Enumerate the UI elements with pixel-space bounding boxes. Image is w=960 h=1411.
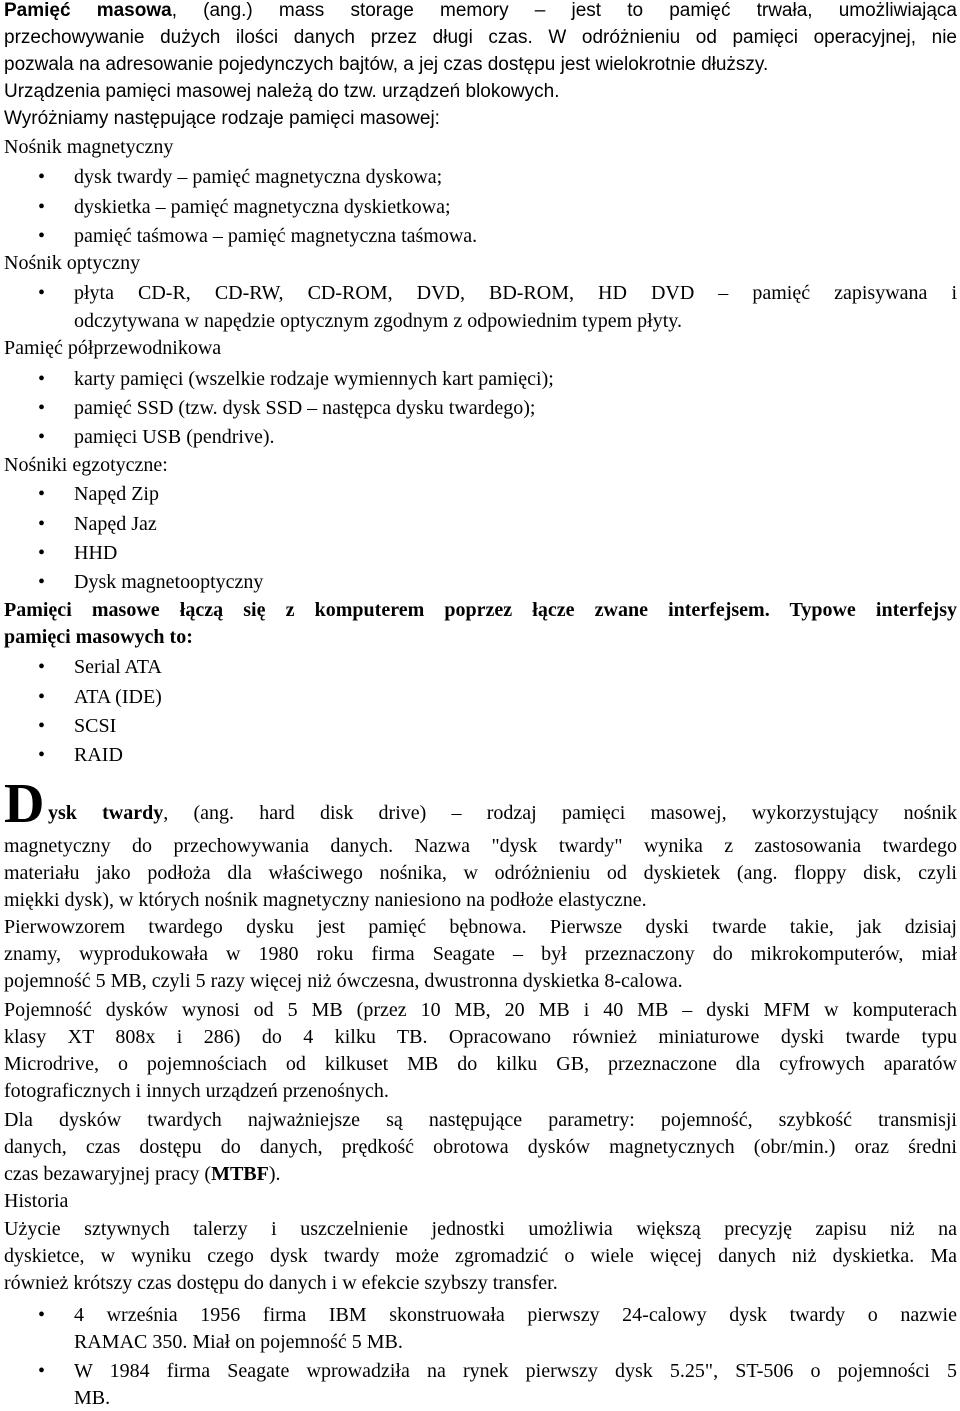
list-item: pamięć SSD (tzw. dysk SSD – następca dysku twardego); — [74, 397, 536, 419]
bullet: • — [38, 397, 46, 419]
bullet: • — [38, 571, 46, 593]
list-item: Serial ATA — [74, 656, 162, 678]
list-item: ATA (IDE) — [74, 686, 162, 708]
bullet: • — [38, 1304, 46, 1326]
list-item: Napęd Zip — [74, 483, 159, 505]
term-dysk-twardy: ysk twardy — [48, 802, 164, 824]
list-item: płyta CD-R, CD-RW, CD-ROM, DVD, BD-ROM, HD DVD – pamięć zapisywana i — [74, 282, 957, 304]
bullet: • — [38, 368, 46, 390]
list-item: RAID — [74, 744, 123, 766]
list-item: Napęd Jaz — [74, 513, 157, 535]
heading-optical: Nośnik optyczny — [4, 252, 141, 274]
bullet: • — [38, 225, 46, 247]
list-item-continued: MB. — [74, 1387, 111, 1409]
paragraph-line: pojemność 5 MB, czyli 5 razy więcej niż ówczesna, dwustronna dyskietka 8-calowa. — [4, 970, 683, 992]
list-item-continued: odczytywana w napędzie optycznym zgodnym z odpowiednim typem płyty. — [74, 310, 682, 332]
hdd-line-1: ysk twardy, (ang. hard disk drive) – rodzaj pamięci masowej, wykorzystujący nośnik — [48, 802, 957, 824]
list-item: dyskietka – pamięć magnetyczna dyskietkowa; — [74, 196, 451, 218]
paragraph-line: czas bezawaryjnej pracy (MTBF). — [4, 1163, 281, 1185]
bullet: • — [38, 166, 46, 188]
paragraph-line: fotograficznych i innych urządzeń przenośnych. — [4, 1080, 389, 1102]
paragraph-line: Pojemność dysków wynosi od 5 MB (przez 10 MB, 20 MB i 40 MB – dyski MFM w komputerach — [4, 999, 957, 1021]
term-mtbf: MTBF — [211, 1163, 269, 1185]
bullet: • — [38, 542, 46, 564]
heading-historia: Historia — [4, 1190, 69, 1212]
list-item: Dysk magnetooptyczny — [74, 571, 264, 593]
intro-line-2: przechowywanie dużych ilości danych przez długi czas. W odróżnieniu od pamięci operacyjnej, nie — [4, 27, 957, 48]
paragraph-line: miękki dysk), w których nośnik magnetyczny naniesiono na podłoże elastyczne. — [4, 889, 647, 911]
list-item: dysk twardy – pamięć magnetyczna dyskowa; — [74, 166, 443, 188]
bullet: • — [38, 656, 46, 678]
list-item-continued: RAMAC 350. Miał on pojemność 5 MB. — [74, 1331, 403, 1353]
intro-line-1: Pamięć masowa, (ang.) mass storage memory – jest to pamięć trwała, umożliwiająca — [4, 0, 957, 21]
paragraph-line: Microdrive, o pojemnościach od kilkuset MB do kilku GB, przeznaczone dla cyfrowych aparatów — [4, 1053, 957, 1075]
interfaces-line-1: Pamięci masowe łączą się z komputerem poprzez łącze zwane interfejsem. Typowe interfejsy — [4, 599, 957, 621]
paragraph-line: znamy, wyprodukowała w 1980 roku firma Seagate – był przeznaczony do mikrokomputerów, miał — [4, 943, 957, 965]
paragraph-line: danych, czas dostępu do danych, prędkość obrotowa dysków magnetycznych (obr/min.) oraz średni — [4, 1136, 957, 1158]
bullet: • — [38, 686, 46, 708]
paragraph-line: magnetyczny do przechowywania danych. Nazwa "dysk twardy" wynika z zastosowania twardego — [4, 835, 957, 857]
list-item: 4 września 1956 firma IBM skonstruowała pierwszy 24-calowy dysk twardy o nazwie — [74, 1304, 957, 1326]
paragraph-line: materiału jako podłoża dla właściwego nośnika, w odróżnieniu od dyskietek (ang. floppy disk, czyli — [4, 862, 957, 884]
bullet: • — [38, 196, 46, 218]
interfaces-line-2: pamięci masowych to: — [4, 626, 193, 648]
intro-line-4: Urządzenia pamięci masowej należą do tzw. urządzeń blokowych. — [4, 81, 560, 102]
drop-cap: D — [4, 773, 45, 835]
paragraph-line: dyskietce, w wyniku czego dysk twardy może zgromadzić o wiele więcej danych niż dyskietka. Ma — [4, 1245, 957, 1267]
heading-magnetic: Nośnik magnetyczny — [4, 136, 174, 158]
bullet: • — [38, 744, 46, 766]
bullet: • — [38, 513, 46, 535]
heading-exotic: Nośniki egzotyczne: — [4, 454, 168, 476]
bullet: • — [38, 715, 46, 737]
list-item: karty pamięci (wszelkie rodzaje wymiennych kart pamięci); — [74, 368, 554, 390]
intro-line-3: pozwala na adresowanie pojedynczych bajtów, a jej czas dostępu jest wielokrotnie dłuższy. — [4, 54, 769, 75]
bullet: • — [38, 282, 46, 304]
list-item: SCSI — [74, 715, 117, 737]
paragraph-line: Pierwowzorem twardego dysku jest pamięć bębnowa. Pierwsze dyski twarde takie, jak dzisiaj — [4, 916, 957, 938]
intro-line-5: Wyróżniamy następujące rodzaje pamięci masowej: — [4, 108, 440, 129]
list-item: HHD — [74, 542, 118, 564]
bullet: • — [38, 1360, 46, 1382]
paragraph-line: Dla dysków twardych najważniejsze są następujące parametry: pojemność, szybkość transmisji — [4, 1109, 957, 1131]
paragraph-line: Użycie sztywnych talerzy i uszczelnienie jednostki umożliwia większą precyzję zapisu niż na — [4, 1218, 957, 1240]
list-item: pamięć taśmowa – pamięć magnetyczna taśmowa. — [74, 225, 478, 247]
bullet: • — [38, 483, 46, 505]
list-item: W 1984 firma Seagate wprowadziła na rynek pierwszy dysk 5.25", ST-506 o pojemności 5 — [74, 1360, 957, 1382]
paragraph-line: również krótszy czas dostępu do danych i w efekcie szybszy transfer. — [4, 1272, 558, 1294]
bullet: • — [38, 426, 46, 448]
term-pamiec-masowa: Pamięć masowa — [4, 0, 172, 21]
list-item: pamięci USB (pendrive). — [74, 426, 275, 448]
heading-semiconductor: Pamięć półprzewodnikowa — [4, 337, 222, 359]
paragraph-line: klasy XT 808x i 286) do 4 kilku TB. Opracowano również miniaturowe dyski twarde typu — [4, 1026, 957, 1048]
